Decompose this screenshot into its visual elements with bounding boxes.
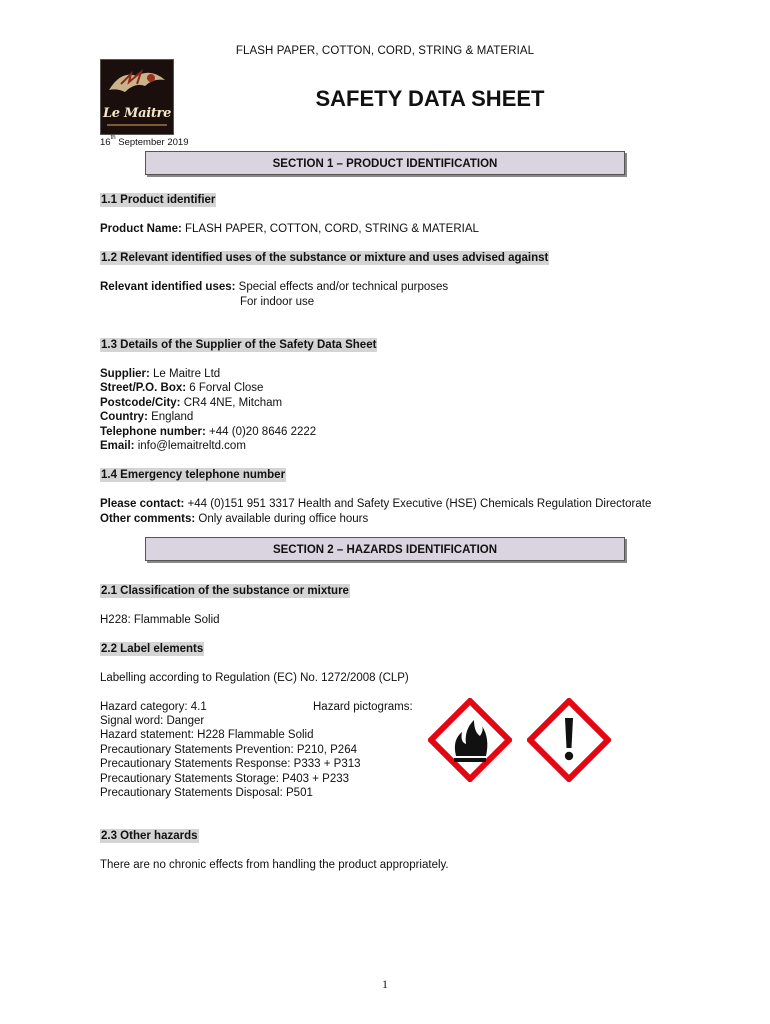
- precaution-disposal: Precautionary Statements Disposal: P501: [100, 787, 313, 799]
- country-line: [100, 410, 193, 425]
- telephone-value: +44 (0)20 8646 2222: [205, 426, 317, 438]
- flame-icon: [428, 698, 512, 782]
- subsection-1-3-title: 1.3 Details of the Supplier of the Safety Data Sheet: [101, 339, 377, 351]
- email-line: [100, 439, 246, 454]
- postcode-label: Postcode/City:: [100, 397, 181, 409]
- section-1-heading: SECTION 1 – PRODUCT IDENTIFICATION: [145, 151, 625, 175]
- date-suffix: th: [110, 135, 116, 141]
- telephone-label: Telephone number:: [100, 426, 206, 438]
- product-name-line: [100, 222, 479, 237]
- emergency-contact-value: +44 (0)151 951 3317 Health and Safety Executive (HSE) Chemicals Regulation Directorate: [184, 498, 652, 510]
- uses-value-2: For indoor use: [240, 296, 315, 308]
- hazard-pictograms-label: Hazard pictograms:: [313, 701, 413, 713]
- date-day: 16: [100, 137, 111, 148]
- subsection-1-2-title: 1.2 Relevant identified uses of the substance or mixture and uses advised against: [101, 252, 549, 264]
- emergency-contact-label: Please contact:: [100, 498, 185, 510]
- hazard-category: Hazard category: 4.1: [100, 701, 207, 713]
- postcode-line: [100, 396, 282, 411]
- uses-line: [100, 280, 448, 295]
- other-comments-label: Other comments:: [100, 513, 196, 525]
- other-comments-value: Only available during office hours: [195, 513, 369, 525]
- country-label: Country:: [100, 411, 148, 423]
- hazard-statement: Hazard statement: H228 Flammable Solid: [100, 729, 314, 741]
- subsection-1-1-title: 1.1 Product identifier: [101, 194, 216, 206]
- date-rest: September 2019: [115, 137, 189, 148]
- precaution-storage: Precautionary Statements Storage: P403 + P233: [100, 773, 350, 785]
- document-date: [100, 137, 188, 148]
- subsection-2-2-title: 2.2 Label elements: [101, 643, 204, 655]
- precaution-prevention: Precautionary Statements Prevention: P210, P264: [100, 744, 357, 756]
- supplier-label: Supplier:: [100, 368, 150, 380]
- subsection-2-1-title: 2.1 Classification of the substance or mixture: [101, 585, 349, 597]
- labelling-text: Labelling according to Regulation (EC) No. 1272/2008 (CLP): [100, 672, 409, 684]
- postcode-value: CR4 4NE, Mitcham: [180, 397, 283, 409]
- email-value: info@lemaitreltd.com: [134, 440, 246, 452]
- uses-value-1: Special effects and/or technical purposes: [235, 281, 449, 293]
- supplier-value: Le Maitre Ltd: [149, 368, 221, 380]
- other-hazards-text: There are no chronic effects from handling the product appropriately.: [100, 859, 449, 871]
- product-name-value: FLASH PAPER, COTTON, CORD, STRING & MATERIAL: [181, 223, 479, 235]
- section-2-heading: SECTION 2 – HAZARDS IDENTIFICATION: [145, 537, 625, 561]
- supplier-line: [100, 367, 220, 382]
- logo-text: Le Maitre: [102, 106, 172, 121]
- other-comments-line: [100, 512, 368, 527]
- street-label: Street/P.O. Box:: [100, 382, 187, 394]
- exclamation-icon: [527, 698, 611, 782]
- logo-graphic-icon: [101, 60, 173, 106]
- page-title: SAFETY DATA SHEET: [315, 86, 545, 111]
- emergency-contact-line: [100, 497, 651, 512]
- street-line: [100, 381, 263, 396]
- classification-text: H228: Flammable Solid: [100, 614, 220, 626]
- company-logo: [100, 59, 174, 135]
- uses-label: Relevant identified uses:: [100, 281, 236, 293]
- page-number: 1: [382, 977, 388, 991]
- signal-word: Signal word: Danger: [100, 715, 205, 727]
- country-value: England: [147, 411, 194, 423]
- running-header: FLASH PAPER, COTTON, CORD, STRING & MATERIAL: [235, 45, 535, 57]
- street-value: 6 Forval Close: [186, 382, 264, 394]
- precaution-response: Precautionary Statements Response: P333 + P313: [100, 758, 361, 770]
- subsection-1-4-title: 1.4 Emergency telephone number: [101, 469, 286, 481]
- logo-tagline-bar: [107, 124, 167, 126]
- telephone-line: [100, 425, 316, 440]
- product-name-label: Product Name:: [100, 223, 182, 235]
- subsection-2-3-title: 2.3 Other hazards: [101, 830, 198, 842]
- email-label: Email:: [100, 440, 135, 452]
